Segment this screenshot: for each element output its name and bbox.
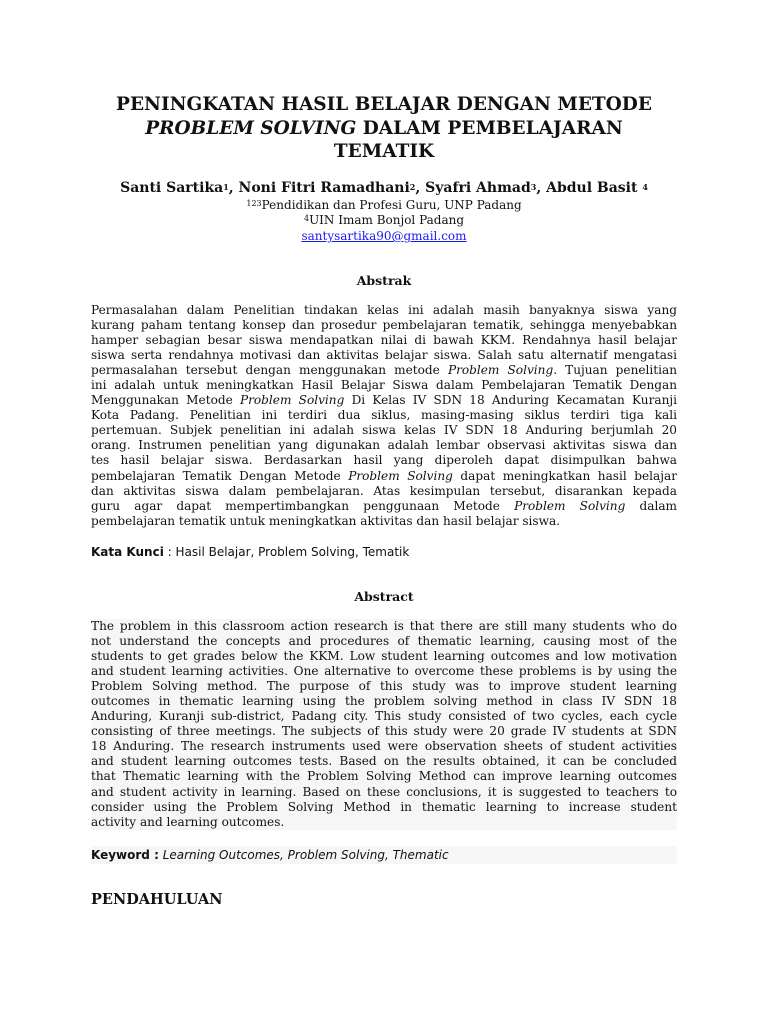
- abstract-line: outcomes in thematic learning using the problem solving method in class IV SDN 18: [91, 694, 677, 709]
- author-affiliation-marker: 2: [409, 182, 416, 192]
- abstrak-heading: Abstrak: [356, 273, 412, 288]
- abstract-line: consider using the Problem Solving Method in thematic learning to increase student: [91, 799, 677, 814]
- author-affiliation-marker: 1: [223, 182, 229, 192]
- abstrak-line: Menggunakan Metode Problem Solving Di Kelas IV SDN 18 Anduring Kecamatan Kuranji: [91, 393, 677, 408]
- abstrak-line: Kota Padang. Penelitian ini terdiri dua siklus, masing-masing siklus terdiri tiga kali: [91, 408, 677, 423]
- abstrak-line: hamper sebagian besar siswa mendapatkan nilai di bawah KKM. Rendahnya hasil belajar: [91, 333, 677, 348]
- author-list: [60, 178, 708, 198]
- abstract-line: activity and learning outcomes.: [91, 814, 285, 829]
- abstrak-line: dan aktivitas siswa dalam pembelajaran. Atas kesimpulan tersebut, disarankan kepada: [91, 483, 677, 498]
- title-line-2: [60, 117, 708, 141]
- author-separator: ,: [536, 180, 547, 196]
- abstrak-line: guru agar dapat mempertimbangkan penggunaan Metode Problem Solving dalam: [91, 498, 677, 513]
- abstrak-line: permasalahan tersebut dengan menggunakan metode Problem Solving. Tujuan penelitian: [91, 363, 677, 378]
- abstract-line: consisting of three meetings. The subjects of this study were 20 grade IV students at SDN: [91, 724, 677, 739]
- abstract-line: and student learning outcomes tests. Based on the results obtained, it can be concluded: [91, 754, 677, 769]
- author-name: Abdul Basit: [546, 180, 643, 196]
- abstrak-line: pembelajaran Tematik Dengan Metode Problem Solving dapat meningkatkan hasil belajar: [91, 468, 677, 483]
- abstract-line: and student activity in learning. Based on these conclusions, it is suggested to teachers to: [91, 784, 677, 799]
- abstrak-line: siswa serta rendahnya motivasi dan aktivitas belajar siswa. Salah satu alternatif mengatasi: [91, 348, 677, 363]
- abstrak-body: [91, 303, 677, 529]
- abstrak-line: kurang paham tentang konsep dan prosedur pembelajaran tematik, sehingga menyebabkan: [91, 318, 677, 333]
- abstrak-line: Permasalahan dalam Penelitian tindakan kelas ini adalah masih banyaknya siswa yang: [91, 303, 677, 317]
- title-italic-part: PROBLEM SOLVING: [145, 117, 357, 139]
- author-separator: ,: [415, 180, 426, 196]
- kata-kunci-line: [91, 544, 677, 560]
- kata-kunci-value: : Hasil Belajar, Problem Solving, Tematik: [163, 545, 410, 559]
- affiliation-2: [60, 212, 708, 228]
- abstract-line: that Thematic learning with the Problem Solving Method can improve learning outcomes: [91, 769, 677, 784]
- affiliation-2-marker: 4: [303, 214, 310, 223]
- author-separator: ,: [228, 180, 239, 196]
- title-line-1: PENINGKATAN HASIL BELAJAR DENGAN METODE: [116, 94, 652, 115]
- title-line-2-rest: DALAM PEMBELAJARAN: [356, 117, 623, 139]
- affiliation-2-text: UIN Imam Bonjol Padang: [309, 213, 465, 227]
- author-affiliation-marker: 4: [642, 182, 648, 192]
- abstract-line: Problem Solving method. The purpose of this study was to improve student learning: [91, 679, 677, 694]
- abstract-line: students to get grades below the KKM. Low student learning outcomes and low motivation: [91, 649, 677, 664]
- abstract-heading: Abstract: [354, 589, 414, 604]
- affiliation-1: [60, 197, 708, 213]
- abstract-line: The problem in this classroom action research is that there are still many students who do: [91, 619, 677, 633]
- abstract-line: not understand the concepts and procedures of thematic learning, causing most of the: [91, 634, 677, 649]
- abstrak-line: pertemuan. Subjek penelitian ini adalah siswa kelas IV SDN 18 Anduring berjumlah 20: [91, 423, 677, 438]
- abstract-line: and student learning activities. One alternative to overcome these problems is by using the: [91, 664, 677, 679]
- email-line: [60, 228, 708, 244]
- abstract-line: 18 Anduring. The research instruments used were observation sheets of student activities: [91, 739, 677, 754]
- abstrak-line: pembelajaran tematik untuk meningkatkan aktivitas dan hasil belajar siswa.: [91, 513, 561, 528]
- section-heading: PENDAHULUAN: [91, 891, 223, 908]
- author-name: Noni Fitri Ramadhani: [238, 180, 410, 196]
- paper-title: [60, 93, 708, 164]
- keyword-label: Keyword :: [91, 848, 159, 862]
- affiliation-1-text: Pendidikan dan Profesi Guru, UNP Padang: [261, 198, 522, 212]
- title-line-3: TEMATIK: [333, 141, 435, 162]
- abstract-line: Anduring, Kuranji sub-district, Padang city. This study consisted of two cycles, each cycle: [91, 709, 677, 724]
- abstract-body: [91, 619, 677, 830]
- keyword-line: [91, 846, 677, 864]
- abstrak-line: tes hasil belajar siswa. Berdasarkan hasil yang diperoleh dapat disimpulkan bahwa: [91, 453, 677, 468]
- abstrak-line: orang. Instrumen penelitian yang digunakan adalah lembar observasi aktivitas siswa dan: [91, 438, 677, 453]
- kata-kunci-label: Kata Kunci: [91, 545, 164, 559]
- email-link[interactable]: santysartika90@gmail.com: [301, 229, 467, 243]
- abstrak-line: ini adalah untuk meningkatkan Hasil Belajar Siswa dalam Pembelajaran Tematik Dengan: [91, 378, 677, 393]
- affiliation-1-marker: 123: [246, 199, 262, 208]
- author-name: Santi Sartika: [120, 180, 224, 196]
- keyword-value: Learning Outcomes, Problem Solving, Thematic: [158, 848, 449, 862]
- author-name: Syafri Ahmad: [425, 180, 531, 196]
- author-affiliation-marker: 3: [530, 182, 537, 192]
